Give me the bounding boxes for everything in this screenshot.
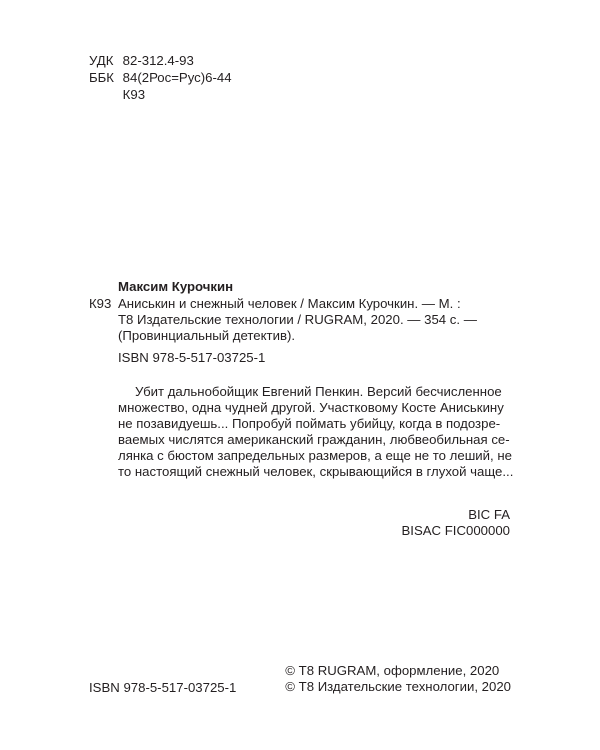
annotation [118,384,513,480]
udk-label: УДК [89,53,114,68]
bic-code: BIC FA [468,507,510,522]
udk-value: 82-312.4-93 [122,53,194,68]
bisac-code: BISAC FIC000000 [401,523,510,538]
bibliographic-description [118,296,477,344]
annotation-line: Убит дальнобойщик Евгений Пенкин. Версий бесчисленное [135,384,502,399]
copyright-line: © Т8 RUGRAM, оформление, 2020 [285,663,500,678]
bbk-value: 84(2Рос=Рус)6-44 [122,70,232,85]
author-mark: К93 [122,87,146,102]
isbn: ISBN 978-5-517-03725-1 [118,350,266,365]
author-mark-row [89,87,232,104]
copyright-line: © Т8 Издательские технологии, 2020 [285,679,511,694]
bbk-row [89,70,232,87]
udk-row [89,53,232,70]
title-line: (Провинциальный детектив). [118,328,296,343]
annotation-line: то настоящий снежный человек, скрывающийся в глухой чаще... [118,464,514,479]
copyright-block [285,663,511,695]
subject-codes [402,507,511,539]
annotation-line: не позавидуешь... Попробуй поймать убийцу, когда в подозре- [118,416,501,431]
author-code-mark: К93 [89,296,112,311]
bbk-label: ББК [89,70,114,85]
footer-isbn: ISBN 978-5-517-03725-1 [89,680,237,695]
annotation-line: множество, одна чудней другой. Участковому Косте Аниськину [118,400,504,415]
annotation-line: лянка с бюстом запредельных размеров, а еще не то леший, не [118,448,512,463]
title-line: Аниськин и снежный человек / Максим Курочкин. — М. : [118,296,461,311]
author-name: Максим Курочкин [118,279,234,294]
title-line: Т8 Издательские технологии / RUGRAM, 2020. — 354 с. — [118,312,477,327]
annotation-line: ваемых числятся американский гражданин, любвеобильная се- [118,432,510,447]
classification-block [89,53,232,104]
